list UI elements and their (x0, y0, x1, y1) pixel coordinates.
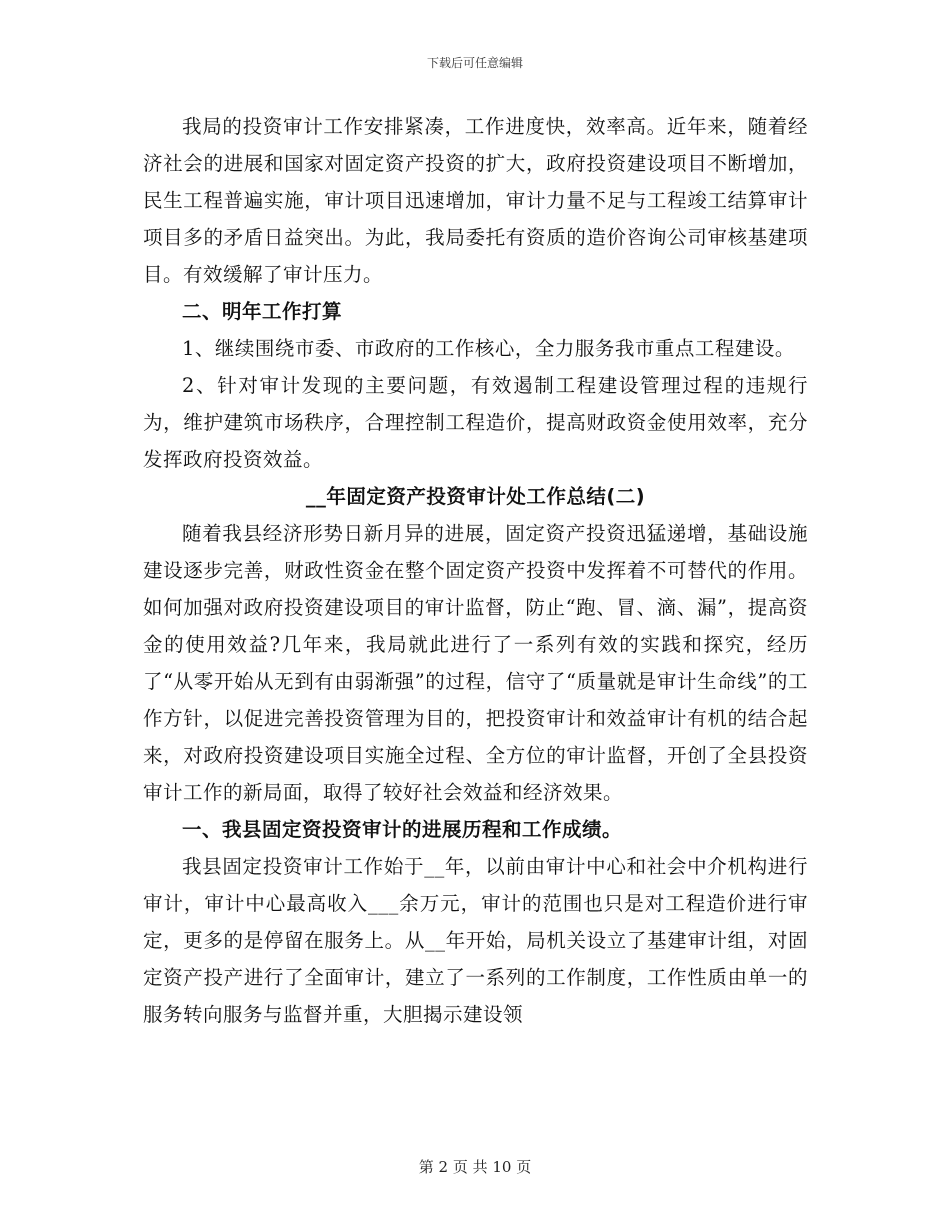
document-title: __年固定资产投资审计处工作总结(二) (305, 485, 646, 508)
paragraph-1: 我局的投资审计工作安排紧凑，工作进度快，效率高。近年来，随着经济社会的进展和国家对固定资产投资的扩大，政府投资建设项目不断增加，民生工程普遍实施，审计项目迅速增加，审计力量不足与工程竣工结算审计项目多的矛盾日益突出。为此，我局委托有资质的造价咨询公司审核基建项目。有效缓解了审计压力。 (143, 115, 808, 286)
paragraph-5: 我县固定投资审计工作始于__年，以前由审计中心和社会中介机构进行审计，审计中心最高收入___余万元，审计的范围也只是对工程造价进行审定，更多的是停留在服务上。从__年开始，局机关设立了基建审计组，对固定资产投产进行了全面审计，建立了一系列的工作制度，工作性质由单一的服务转向服务与监督并重，大胆揭示建设领 (143, 855, 808, 1026)
paragraph-4: 随着我县经济形势日新月异的进展，固定资产投资迅猛递增，基础设施建设逐步完善，财政性资金在整个固定资产投资中发挥着不可替代的作用。如何加强对政府投资建设项目的审计监督，防止“跑、冒、滴、漏”，提高资金的使用效益?几年来，我局就此进行了一系列有效的实践和探究，经历了“从零开始从无到有由弱渐强”的过程，信守了“质量就是审计生命线”的工作方针，以促进完善投资管理为目的，把投资审计和效益审计有机的结合起来，对政府投资建设项目实施全过程、全方位的审计监督，开创了全县投资审计工作的新局面，取得了较好社会效益和经济效果。 (143, 522, 808, 804)
page-footer-pagination: 第 2 页 共 10 页 (418, 1158, 532, 1176)
section-heading-next-year-plan: 二、明年工作打算 (182, 300, 343, 323)
paragraph-2: 1、继续围绕市委、市政府的工作核心，全力服务我市重点工程建设。 (182, 337, 795, 360)
document-body (143, 108, 808, 1033)
paragraph-3: 2、针对审计发现的主要问题，有效遏制工程建设管理过程的违规行为，维护建筑市场秩序，合理控制工程造价，提高财政资金使用效率，充分发挥政府投资效益。 (143, 374, 808, 471)
page-header-note: 下载后可任意编辑 (426, 56, 523, 70)
section-heading-progress-history: 一、我县固定资投资审计的进展历程和工作成绩。 (182, 818, 623, 841)
